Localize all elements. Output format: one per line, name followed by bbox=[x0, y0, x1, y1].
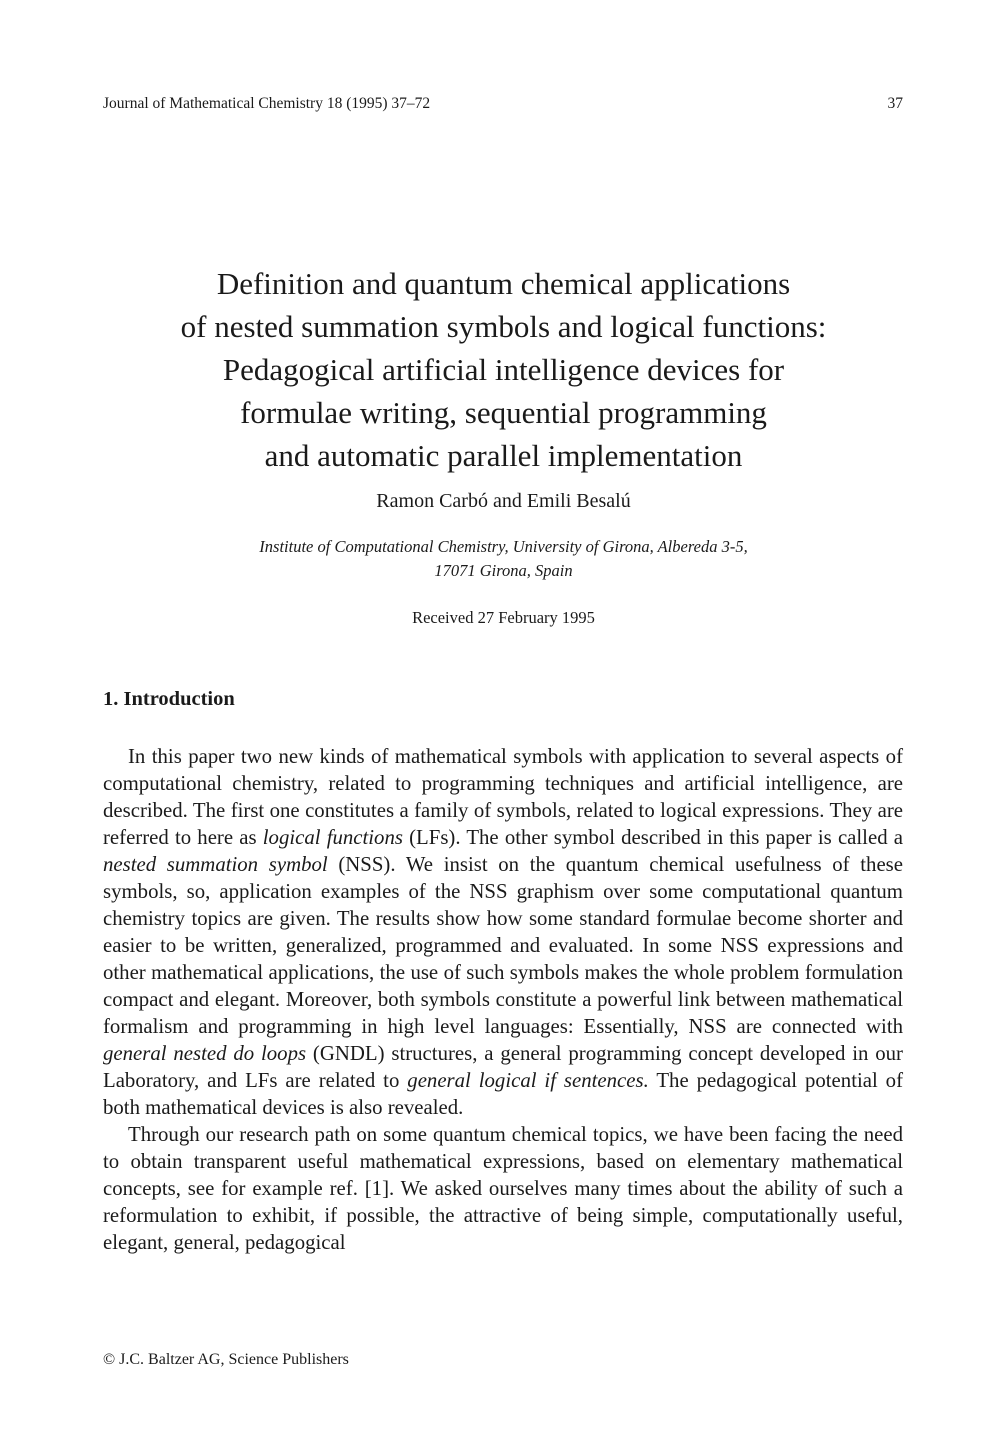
received-date: Received 27 February 1995 bbox=[412, 608, 595, 627]
text-run: (NSS). We insist on the quantum chemical usefulness of these symbols, so, application examples of the NSS graphism over some computational quantum chemistry topics are given. The results show how some standard formulae become shorter and easier to be written, generalized, programmed and evaluated. In some NSS expressions and other mathematical applications, the use of such symbols makes the whole problem formulation compact and elegant. Moreover, both symbols constitute a powerful link between mathematical formalism and programming in high level languages: Essentially, NSS are connected with bbox=[103, 853, 903, 1038]
text-run: The pedagogical potential of both mathematical devices is also revealed. bbox=[103, 1069, 903, 1119]
section-heading: 1. Introduction bbox=[103, 688, 235, 710]
text-run: In this paper two new kinds of mathematical symbols with application to several aspects of computational chemistry, related to programming techniques and artificial intelligence, are described. The first one constitutes a family of symbols, related to logical expressions. They are referred to here as bbox=[103, 745, 903, 849]
article-title bbox=[0, 262, 1007, 477]
emphasis: general nested do loops bbox=[103, 1042, 307, 1065]
affiliation-line: 17071 Girona, Spain bbox=[434, 561, 573, 580]
emphasis: general logical if sentences. bbox=[407, 1069, 649, 1092]
text-run: (LFs). The other symbol described in this paper is called a bbox=[402, 826, 903, 849]
text-run: (GNDL) structures, a general programming concept developed in our Laboratory, and LFs are related to bbox=[103, 1042, 903, 1092]
emphasis: nested summation symbol bbox=[103, 853, 328, 876]
copyright-footer: © J.C. Baltzer AG, Science Publishers bbox=[103, 1351, 349, 1368]
affiliation bbox=[0, 535, 1007, 583]
running-head bbox=[103, 95, 903, 113]
affiliation-line: Institute of Computational Chemistry, University of Girona, Albereda 3-5, bbox=[259, 537, 748, 556]
paragraph bbox=[103, 743, 903, 1121]
title-line: Definition and quantum chemical applications bbox=[216, 266, 791, 301]
title-line: formulae writing, sequential programming bbox=[240, 395, 767, 430]
journal-citation: Journal of Mathematical Chemistry 18 (1995) 37–72 bbox=[103, 95, 431, 112]
title-line: of nested summation symbols and logical functions: bbox=[180, 309, 827, 344]
title-line: Pedagogical artificial intelligence devices for bbox=[222, 352, 785, 387]
page-number: 37 bbox=[887, 95, 903, 112]
body-text bbox=[103, 743, 903, 1256]
title-line: and automatic parallel implementation bbox=[264, 438, 743, 473]
emphasis: logical functions bbox=[262, 826, 403, 849]
authors: Ramon Carbó and Emili Besalú bbox=[376, 490, 631, 512]
paragraph: Through our research path on some quantum chemical topics, we have been facing the need to obtain transparent useful mathematical expressions, based on elementary mathematical concepts, see for example ref. [1]. We asked ourselves many times about the ability of such a reformulation to exhibit, if possible, the attractive of being simple, computationally useful, elegant, general, pedagogical bbox=[103, 1123, 903, 1254]
